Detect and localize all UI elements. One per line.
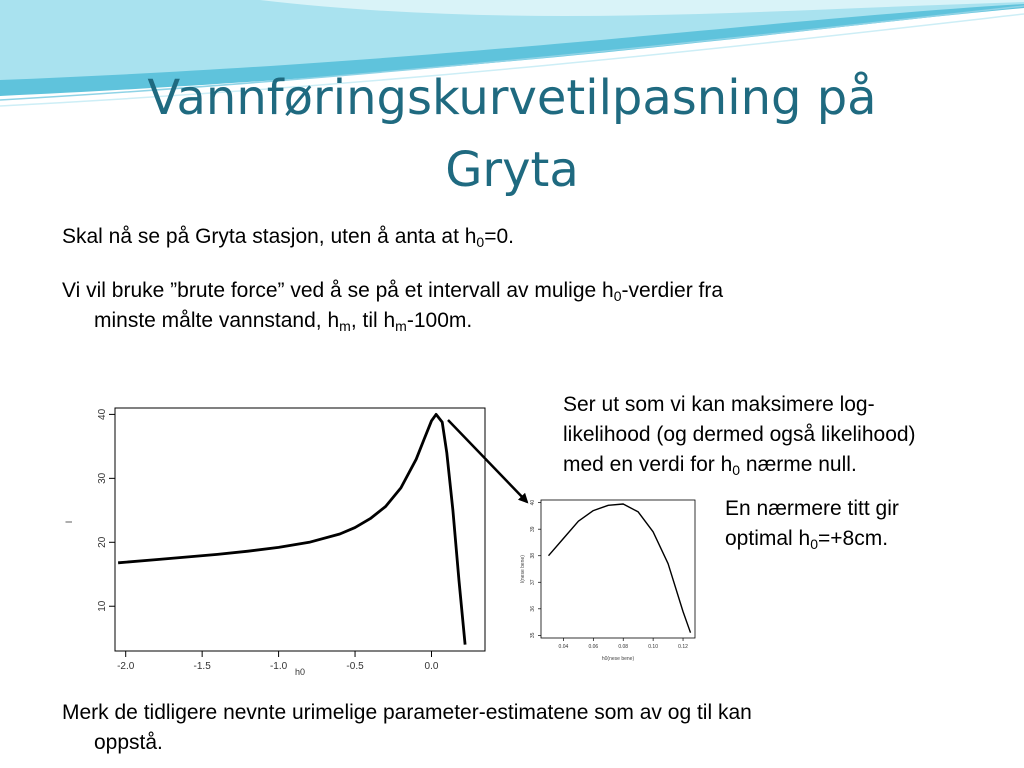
loglik-chart-zoom	[516, 492, 706, 664]
y-tick-label: 35	[530, 632, 536, 639]
x-tick-label: 0.0	[424, 661, 439, 672]
bullet-2-text-b: -verdier fra	[621, 279, 724, 302]
y-tick-label: 10	[97, 600, 108, 612]
x-tick-label: 0.10	[648, 644, 659, 650]
y-tick-label: 37	[530, 579, 536, 586]
y-tick-label: 38	[530, 552, 536, 559]
zoom-plot-frame	[541, 500, 695, 638]
bullet-3-line-1: Merk de tidligere nevnte urimelige parameter-estimatene som av og til kan	[62, 701, 752, 724]
y-tick-label: 40	[530, 499, 536, 506]
bullet-3	[62, 698, 752, 758]
slide-title	[0, 62, 1024, 206]
note-2-text: optimal h	[725, 527, 811, 550]
x-tick-label: -1.0	[269, 661, 288, 672]
bullet-2-text-d: , til h	[350, 309, 396, 332]
title-line-1: Vannføringskurvetilpasning på	[147, 70, 877, 126]
bullet-2-line-1	[62, 279, 723, 302]
note-1-line-3	[563, 450, 1013, 480]
main-x-axis-label: h0	[294, 667, 306, 677]
zoom-series-line	[549, 504, 691, 633]
note-1-sub: 0	[732, 462, 741, 478]
main-y-axis-label: l	[64, 521, 74, 523]
bullet-2-text-a: Vi vil bruke ”brute force” ved å se på et intervall av mulige h	[62, 279, 614, 302]
bullet-1-sub: 0	[476, 234, 485, 250]
note-1	[563, 390, 1013, 480]
y-tick-label: 40	[97, 408, 108, 420]
bullet-1	[62, 222, 514, 252]
note-1-text: med en verdi for h	[563, 453, 733, 476]
note-2-text-end: =+8cm.	[818, 527, 889, 550]
bullet-1-text: Skal nå se på Gryta stasjon, uten å anta at h	[62, 225, 477, 248]
bullet-2	[62, 276, 723, 336]
note-2-line-2	[725, 524, 1015, 554]
x-tick-label: 0.04	[558, 644, 569, 650]
y-tick-label: 36	[530, 606, 536, 612]
x-tick-label: 0.08	[618, 644, 629, 650]
bullet-1-text-end: =0.	[484, 225, 514, 248]
main-x-axis	[117, 651, 439, 672]
title-line-2: Gryta	[445, 142, 579, 198]
y-tick-label: 39	[530, 526, 536, 532]
bullet-2-sub-a: 0	[613, 288, 622, 304]
bullet-2-sub-b: m	[339, 318, 351, 334]
zoom-y-axis	[530, 500, 541, 638]
bullet-2-sub-c: m	[395, 318, 407, 334]
note-2	[725, 494, 1015, 554]
bullet-2-line-2	[62, 306, 723, 336]
bullet-2-text-e: -100m.	[406, 309, 473, 332]
x-tick-label: 0.06	[588, 644, 599, 650]
main-series-line	[118, 414, 465, 644]
loglik-chart-main	[60, 364, 512, 688]
note-1-text-end: nærme null.	[740, 453, 857, 476]
main-plot-frame	[115, 408, 485, 651]
x-tick-label: -1.5	[193, 661, 211, 672]
zoom-x-axis-label: h0(nese bene)	[601, 656, 635, 662]
bullet-3-line-2: oppstå.	[94, 731, 163, 754]
bullet-2-text-c: minste målte vannstand, h	[94, 309, 340, 332]
y-tick-label: 20	[97, 536, 108, 548]
note-2-sub: 0	[810, 536, 819, 552]
note-2-line-1: En nærmere titt gir	[725, 497, 899, 520]
y-tick-label: 30	[97, 472, 108, 484]
zoom-x-axis	[559, 638, 689, 650]
zoom-y-axis-label: l(nese bene)	[520, 555, 526, 583]
x-tick-label: 0.12	[678, 644, 688, 650]
note-1-line-2: likelihood (og dermed også likelihood)	[563, 423, 916, 446]
main-y-axis	[97, 408, 115, 611]
x-tick-label: -0.5	[346, 661, 364, 672]
note-1-line-1: Ser ut som vi kan maksimere log-	[563, 393, 875, 416]
x-tick-label: -2.0	[117, 661, 135, 672]
